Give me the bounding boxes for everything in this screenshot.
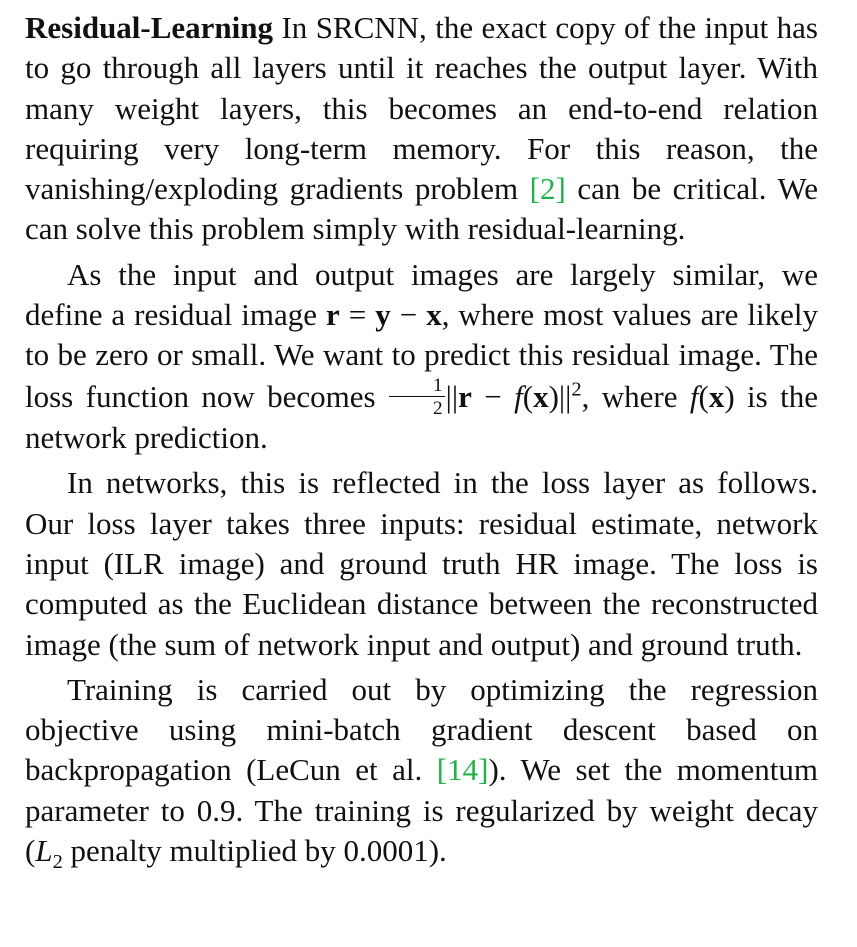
paragraph-residual-image	[25, 255, 818, 459]
paragraph-loss-layer	[25, 463, 818, 664]
section-heading: Residual-Learning	[25, 10, 274, 45]
paper-text-column	[25, 8, 819, 874]
citation-link[interactable]: [14]	[436, 752, 489, 788]
paragraph-residual-learning	[25, 8, 818, 250]
equation-residual: r = y − x	[326, 297, 442, 333]
paragraph-text: ). We set the momentum parameter to 0.9. The training is regularized by weight decay (	[25, 752, 818, 869]
paragraph-text: As the input and output images are largely similar, we define a residual image	[25, 256, 818, 333]
fraction-half: $\frac{1}{2}$	[389, 376, 445, 418]
paragraph-text: , where	[581, 378, 690, 414]
citation-link[interactable]: [2]	[529, 171, 566, 207]
paragraph-text: In networks, this is reflected in the loss layer as follows. Our loss layer takes three inputs: residual estimate, network input (ILR image) and ground truth HR image. The loss is computed as the Euclidean distance between the reconstructed image (the sum of network input and output) and ground truth.	[25, 465, 818, 662]
paragraph-training	[25, 670, 818, 874]
paragraph-text: Training is carried out by optimizing the regression objective using mini-batch gradient descent based on backpropagation (LeCun et al.	[25, 671, 818, 788]
math-l2: $L_2$	[35, 833, 63, 874]
paragraph-text: In SRCNN, the exact copy of the input has to go through all layers until it reaches the output layer. With many weight layers, this becomes an end-to-end relation requiring very long-term memory. For this reason, the vanishing/exploding gradients problem	[25, 10, 818, 207]
paragraph-text: can be critical. We can solve this problem simply with residual-learning.	[25, 171, 818, 247]
equation-loss: $\frac{1}{2}$ $||r - f(x)||^2$	[388, 379, 582, 414]
paragraph-text: penalty multiplied by 0.0001).	[62, 833, 447, 869]
equation-fx: f(x)	[689, 378, 735, 414]
paragraph-text: is the network prediction.	[25, 378, 819, 456]
paragraph-text: , where most values are likely to be zero or small. We want to predict this residual image. The loss function now becomes	[25, 297, 819, 414]
